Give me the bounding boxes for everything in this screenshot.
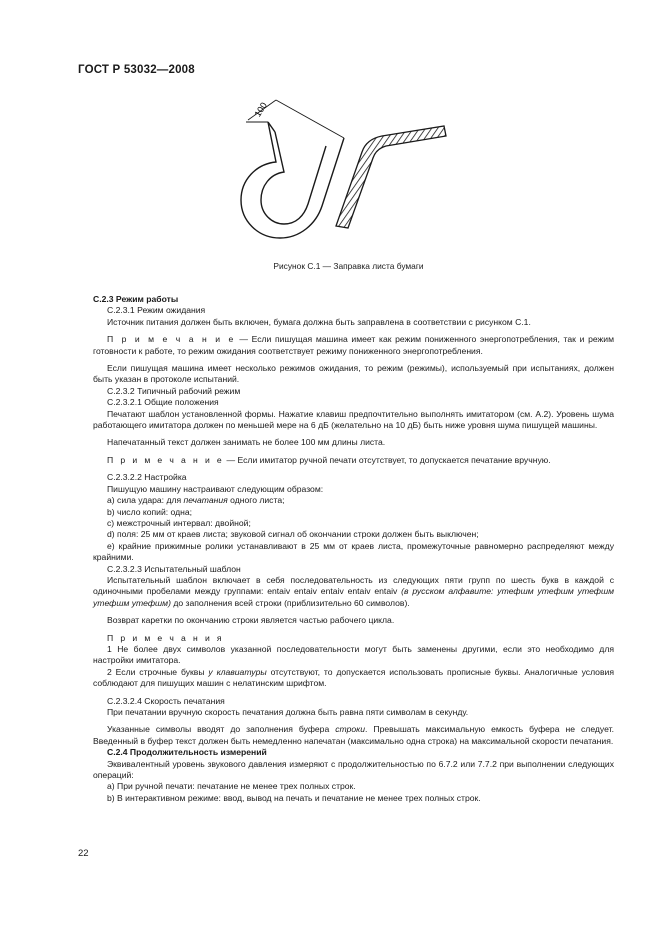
section-c232-title: С.2.3.2 Типичный рабочий режим bbox=[107, 385, 241, 396]
list-item: d) поля: 25 мм от краев листа; звуковой сигнал об окончании строки должен быть выключен; bbox=[107, 529, 479, 540]
document-header: ГОСТ Р 53032—2008 bbox=[78, 64, 195, 76]
list-item: c) межстрочный интервал: двойной; bbox=[107, 517, 251, 528]
notes-label: П р и м е ч а н и я bbox=[107, 632, 224, 643]
section-c2324-title: С.2.3.2.4 Скорость печатания bbox=[107, 695, 225, 706]
paragraph: Испытательный шаблон включает в себя последовательность из следующих пяти групп по шесть букв в каждой с одиночными пробелами между группами: entaiv entaiv entaiv entaiv entaiv (в русском алфавите: утефшм утефшм утефшм утефшм утефшм) до заполнения всей строки (приблизительно 60 символов). bbox=[93, 574, 615, 608]
paragraph: Пишущую машину настраивают следующим образом: bbox=[107, 483, 324, 494]
paragraph: Указанные символы вводят до заполнения буфера строки. Превышать максимальную емкость буфера не следует. Введенный в буфер текст должен быть немедленно напечатан (максимально одна строка) на максимальной скорости печатания. bbox=[93, 724, 614, 746]
note-item: 2 Если строчные буквы у клавиатуры отсутствуют, то допускается использовать прописные буквы. Аналогичные условия соблюдают для пишущих машин с нелатинским шрифтом. bbox=[93, 666, 614, 689]
note-item: 1 Не более двух символов указанной последовательности могут быть заменены другими, если это необходимо для настройки имитатора. bbox=[93, 643, 614, 666]
section-c2321-title: С.2.3.2.1 Общие положения bbox=[107, 397, 219, 408]
section-c2323-title: С.2.3.2.3 Испытательный шаблон bbox=[107, 563, 241, 574]
page-number: 22 bbox=[78, 848, 89, 859]
paragraph: Возврат каретки по окончанию строки является частью рабочего цикла. bbox=[107, 615, 395, 626]
paper-loading-figure bbox=[234, 96, 454, 252]
list-item: b) число копий: одна; bbox=[107, 506, 193, 517]
document-body bbox=[93, 294, 614, 804]
paragraph: Если пишущая машина имеет несколько режимов ожидания, то режим (режимы), используемый при испытаниях, должен быть указан в протоколе испытаний. bbox=[93, 363, 614, 385]
paragraph: Печатают шаблон установленной формы. Нажатие клавиш предпочтительно выполнять имитатором (см. А.2). Уровень шума работающего имитатора должен по меньшей мере на 6 дБ (желательно на 10 дБ) быть ниже уровня шума пишущей машины. bbox=[93, 408, 614, 431]
paragraph: Напечатанный текст должен занимать не более 100 мм длины листа. bbox=[107, 437, 386, 448]
paragraph: Эквивалентный уровень звукового давления измеряют с продолжительностью по 6.7.2 или 7.7.2 при выполнении следующих операций: bbox=[93, 758, 614, 781]
paper-guide-hatched bbox=[336, 126, 446, 228]
paper-sheet-outline bbox=[241, 122, 344, 238]
list-item: e) крайние прижимные ролики устанавливают в 25 мм от краев листа, промежуточные равномерно распределяют между крайними. bbox=[93, 540, 614, 563]
figure-caption: Рисунок С.1 — Заправка листа бумаги bbox=[273, 261, 424, 271]
list-item: b) В интерактивном режиме: ввод, вывод на печать и печатание не менее трех полных строк. bbox=[107, 792, 481, 803]
list-item: a) При ручной печати: печатание не менее трех полных строк. bbox=[107, 781, 356, 792]
section-c2322-title: С.2.3.2.2 Настройка bbox=[107, 472, 187, 483]
paper-loading-diagram bbox=[234, 96, 454, 252]
note: П р и м е ч а н и е — Если имитатор ручной печати отсутствует, то допускается печатание вручную. bbox=[107, 454, 551, 465]
dimension-label: 100 bbox=[252, 100, 269, 119]
note: П р и м е ч а н и е — Если пишущая машина имеет как режим пониженного энергопотребления, так и режим готовности к работе, то режим ожидания соответствует режиму пониженного энергопотребления. bbox=[93, 334, 614, 356]
list-item: a) сила удара: для печатания одного листа; bbox=[107, 495, 285, 506]
paragraph: При печатании вручную скорость печатания должна быть равна пяти символам в секунду. bbox=[107, 707, 469, 717]
paper-sheet-inner bbox=[261, 132, 326, 224]
section-c23-title: С.2.3 Режим работы bbox=[93, 294, 179, 304]
section-c24-title: С.2.4 Продолжительность измерений bbox=[107, 747, 267, 758]
section-c231-title: С.2.3.1 Режим ожидания bbox=[107, 305, 206, 316]
paragraph: Источник питания должен быть включен, бумага должна быть заправлена в соответствии с рисунком С.1. bbox=[107, 316, 531, 327]
